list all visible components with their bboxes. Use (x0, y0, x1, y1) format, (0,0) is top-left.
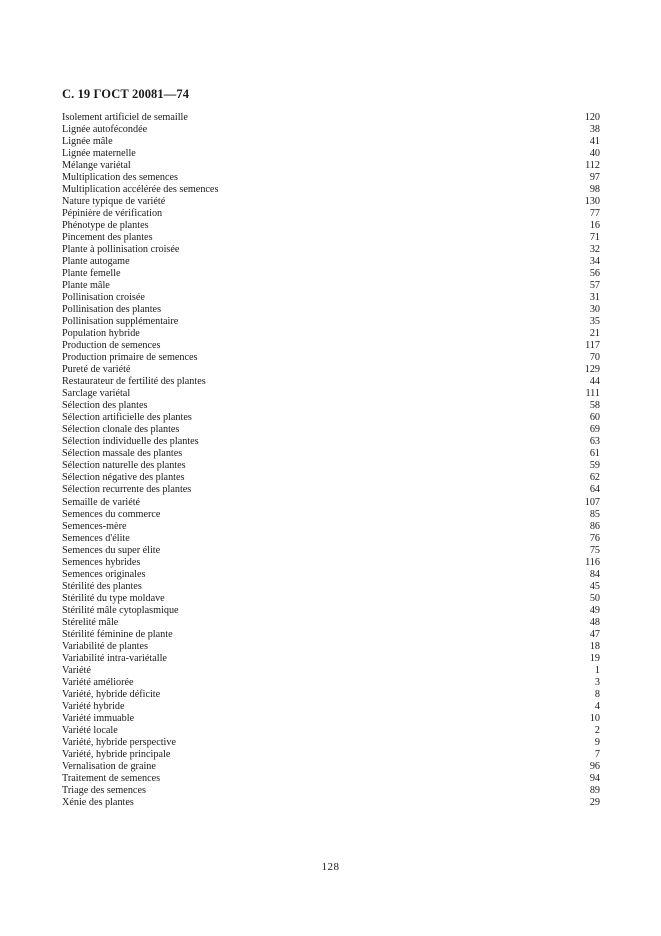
index-term: Vernalisation de graine (62, 760, 156, 772)
index-entry (62, 593, 600, 605)
index-page-number: 85 (589, 508, 600, 520)
index-term: Xénie des plantes (62, 796, 134, 808)
index-term: Sarclage variétal (62, 388, 131, 400)
index-term: Lignée mâle (62, 136, 113, 148)
index-page-number: 18 (589, 640, 600, 652)
index-term: Variété locale (62, 724, 118, 736)
index-page-number: 130 (584, 196, 600, 208)
index-term: Lignée autofécondée (62, 124, 148, 136)
index-entry (62, 268, 600, 280)
index-entry (62, 412, 600, 424)
index-entry (62, 244, 600, 256)
index-entry (62, 569, 600, 581)
index-page-number: 21 (589, 328, 600, 340)
index-page-number: 116 (585, 556, 600, 568)
index-term: Multiplication accélérée des semences (62, 184, 219, 196)
index-term: Restaurateur de fertilité des plantes (62, 376, 206, 388)
index-entry (62, 521, 600, 533)
index-page-number: 41 (589, 136, 600, 148)
index-term: Sélection massale des plantes (62, 448, 183, 460)
index-page-number: 120 (584, 112, 600, 123)
index-term: Semences hybrides (62, 556, 141, 568)
index-page-number: 107 (584, 496, 600, 508)
index-page-number: 57 (589, 280, 600, 292)
index-term: Sélection naturelle des plantes (62, 460, 186, 472)
index-entry (62, 196, 600, 208)
index-page-number: 49 (589, 604, 600, 616)
index-entry (62, 328, 600, 340)
index-term: Plante autogame (62, 256, 130, 268)
index-entry (62, 797, 600, 809)
index-page-number: 98 (589, 184, 600, 196)
index-term: Semaille de variété (62, 496, 141, 508)
index-term: Multiplication des semences (62, 172, 178, 184)
index-entry (62, 376, 600, 388)
index-term: Variété améliorée (62, 676, 134, 688)
page-number: 128 (321, 861, 340, 873)
index-term: Semences-mère (62, 520, 127, 532)
index-term: Plante mâle (62, 280, 110, 292)
index-page-number: 2 (594, 724, 600, 736)
index-entry (62, 280, 600, 292)
index-term: Semences d'élite (62, 532, 130, 544)
term-index-list (62, 112, 600, 809)
index-entry (62, 605, 600, 617)
index-entry (62, 220, 600, 232)
index-page-number: 8 (594, 688, 600, 700)
index-page-number: 111 (585, 388, 600, 400)
index-term: Production de semences (62, 340, 161, 352)
index-entry (62, 641, 600, 653)
index-term: Lignée maternelle (62, 148, 136, 160)
index-page-number: 96 (589, 760, 600, 772)
index-entry (62, 364, 600, 376)
index-entry (62, 701, 600, 713)
index-term: Pollinisation supplémentaire (62, 316, 179, 328)
index-page-number: 16 (589, 220, 600, 232)
index-entry (62, 304, 600, 316)
index-page-number: 64 (589, 484, 600, 496)
index-page-number: 35 (589, 316, 600, 328)
index-entry (62, 136, 600, 148)
index-entry (62, 581, 600, 593)
index-page-number: 86 (589, 520, 600, 532)
index-page-number: 50 (589, 592, 600, 604)
index-entry (62, 184, 600, 196)
index-page-number: 48 (589, 616, 600, 628)
index-term: Variété immuable (62, 712, 135, 724)
index-term: Variété (62, 664, 91, 676)
index-page-number: 4 (594, 700, 600, 712)
index-page-number: 89 (589, 784, 600, 796)
index-entry (62, 316, 600, 328)
index-term: Stérilité féminine de plante (62, 628, 173, 640)
index-page-number: 7 (594, 748, 600, 760)
index-entry (62, 545, 600, 557)
index-term: Sélection individuelle des plantes (62, 436, 199, 448)
index-entry (62, 509, 600, 521)
index-page-number: 84 (589, 568, 600, 580)
index-entry (62, 785, 600, 797)
index-page-number: 117 (585, 340, 600, 352)
index-term: Semences du super élite (62, 544, 161, 556)
index-entry (62, 172, 600, 184)
index-term: Plante femelle (62, 268, 121, 280)
index-term: Sélection des plantes (62, 400, 148, 412)
index-term: Production primaire de semences (62, 352, 198, 364)
index-term: Isolement artificiel de semaille (62, 112, 188, 123)
index-entry (62, 460, 600, 472)
index-term: Stérelité mâle (62, 616, 119, 628)
index-term: Triage des semences (62, 784, 146, 796)
index-page-number: 38 (589, 124, 600, 136)
index-term: Traitement de semences (62, 772, 161, 784)
index-page-number: 47 (589, 628, 600, 640)
index-page-number: 40 (589, 148, 600, 160)
index-entry (62, 497, 600, 509)
index-entry (62, 689, 600, 701)
index-entry (62, 340, 600, 352)
index-page-number: 61 (589, 448, 600, 460)
index-page-number: 94 (589, 772, 600, 784)
index-page-number: 58 (589, 400, 600, 412)
index-term: Variabilité de plantes (62, 640, 148, 652)
index-entry (62, 737, 600, 749)
index-entry (62, 484, 600, 496)
index-term: Sélection négative des plantes (62, 472, 185, 484)
index-entry (62, 448, 600, 460)
index-entry (62, 665, 600, 677)
index-term: Pincement des plantes (62, 232, 153, 244)
index-page-number: 63 (589, 436, 600, 448)
index-page-number: 59 (589, 460, 600, 472)
index-term: Plante à pollinisation croisée (62, 244, 180, 256)
index-term: Semences originales (62, 568, 146, 580)
index-entry (62, 124, 600, 136)
index-entry (62, 749, 600, 761)
index-entry (62, 653, 600, 665)
index-entry (62, 208, 600, 220)
index-page-number: 97 (589, 172, 600, 184)
index-term: Semences du commerce (62, 508, 161, 520)
index-entry (62, 232, 600, 244)
index-term: Pureté de variété (62, 364, 131, 376)
index-entry (62, 617, 600, 629)
index-entry (62, 533, 600, 545)
index-page-number: 69 (589, 424, 600, 436)
index-page-number: 60 (589, 412, 600, 424)
index-page-number: 75 (589, 544, 600, 556)
index-term: Population hybride (62, 328, 140, 340)
index-term: Pollinisation croisée (62, 292, 145, 304)
index-page-number: 76 (589, 532, 600, 544)
index-term: Sélection clonale des plantes (62, 424, 180, 436)
index-page-number: 71 (589, 232, 600, 244)
index-entry (62, 629, 600, 641)
index-entry (62, 472, 600, 484)
index-page-number: 45 (589, 580, 600, 592)
index-entry (62, 713, 600, 725)
index-entry (62, 160, 600, 172)
index-entry (62, 256, 600, 268)
index-page-number: 129 (584, 364, 600, 376)
index-term: Stérilité des plantes (62, 580, 142, 592)
index-page-number: 32 (589, 244, 600, 256)
index-term: Pollinisation des plantes (62, 304, 162, 316)
index-term: Stérilité du type moldave (62, 592, 165, 604)
index-page-number: 10 (589, 712, 600, 724)
index-entry (62, 388, 600, 400)
index-page-number: 19 (589, 652, 600, 664)
index-term: Mélange variétal (62, 160, 131, 172)
page-header: С. 19 ГОСТ 20081—74 (62, 87, 190, 101)
index-page-number: 56 (589, 268, 600, 280)
index-page-number: 30 (589, 304, 600, 316)
index-term: Stérilité mâle cytoplasmique (62, 604, 179, 616)
index-term: Pépinière de vérification (62, 208, 163, 220)
index-entry (62, 761, 600, 773)
index-page-number: 31 (589, 292, 600, 304)
index-page-number: 34 (589, 256, 600, 268)
index-term: Phénotype de plantes (62, 220, 149, 232)
index-entry (62, 773, 600, 785)
index-entry (62, 112, 600, 124)
index-entry (62, 352, 600, 364)
index-term: Sélection recurrente des plantes (62, 484, 192, 496)
index-term: Sélection artificielle des plantes (62, 412, 192, 424)
index-entry (62, 436, 600, 448)
index-entry (62, 725, 600, 737)
index-entry (62, 557, 600, 569)
index-entry (62, 677, 600, 689)
index-page-number: 1 (594, 664, 600, 676)
index-term: Variété, hybride principale (62, 748, 171, 760)
index-page-number: 62 (589, 472, 600, 484)
index-term: Variété, hybride déficite (62, 688, 161, 700)
index-page-number: 44 (589, 376, 600, 388)
index-page-number: 70 (589, 352, 600, 364)
index-page-number: 9 (594, 736, 600, 748)
index-page-number: 77 (589, 208, 600, 220)
index-entry (62, 424, 600, 436)
index-entry (62, 292, 600, 304)
index-entry (62, 148, 600, 160)
index-page-number: 112 (585, 160, 600, 172)
index-entry (62, 400, 600, 412)
index-page-number: 3 (594, 676, 600, 688)
index-term: Variabilité intra-variétalle (62, 652, 167, 664)
index-term: Nature typique de variété (62, 196, 166, 208)
index-term: Variété hybride (62, 700, 125, 712)
index-page-number: 29 (589, 796, 600, 808)
index-term: Variété, hybride perspective (62, 736, 176, 748)
